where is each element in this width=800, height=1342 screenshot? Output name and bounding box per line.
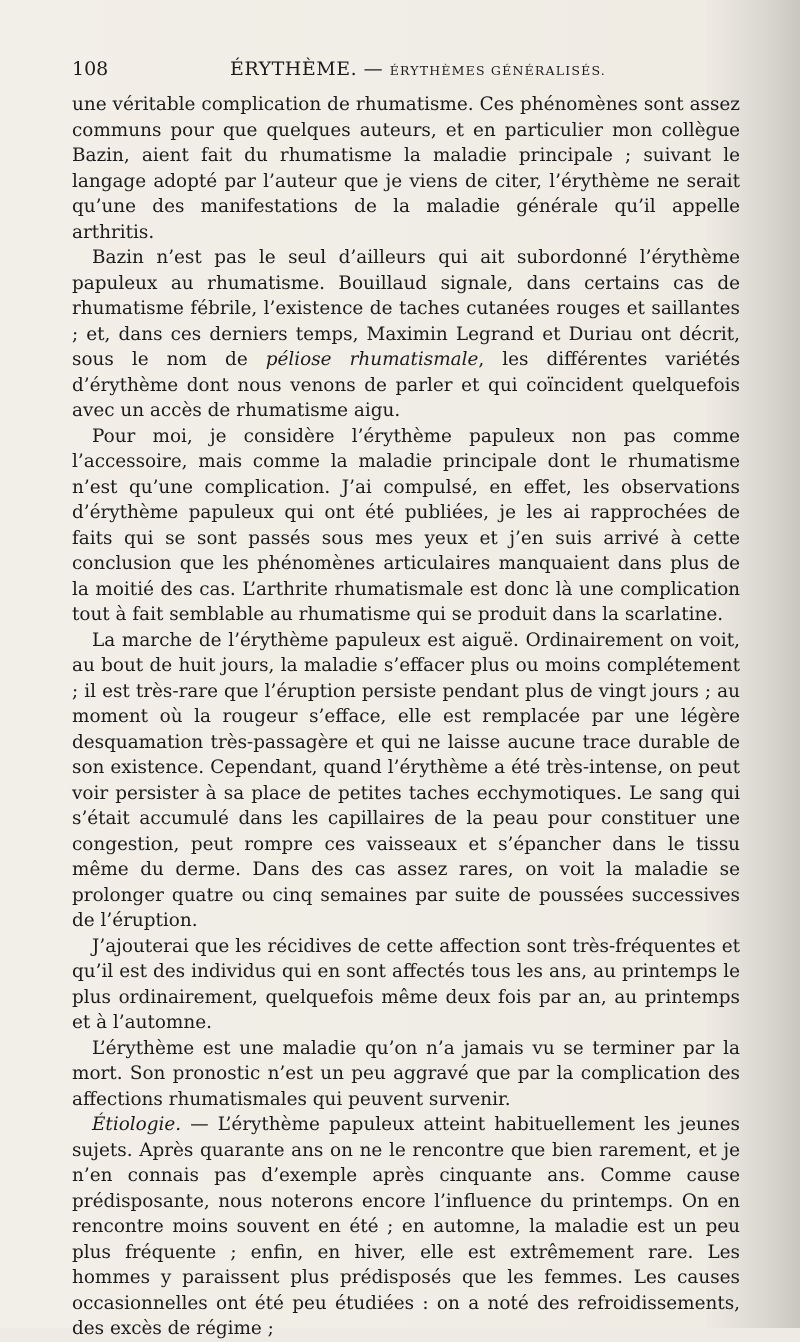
running-header — [72, 58, 740, 86]
paragraph-text: Bazin n’est pas le seul d’ailleurs qui ait subordonné l’érythème papuleux au rhumatisme. Bouillaud signale, dans certains cas de rhumatisme fébrile, l’existence de taches cutanées rouges et saillantes ; et, dans ces derniers temps, Maximin Legrand et Duriau ont décrit, sous le nom de — [72, 247, 740, 370]
section-heading: Étiologie. — [92, 1114, 182, 1135]
paragraph-text: — L’érythème papuleux atteint habituellement les jeunes sujets. Après quarante ans on ne le rencontre que bien rarement, et je n’en connais pas d’exemple après cinquante ans. Comme cause prédisposante, nous noterons encore l’influence du printemps. On en rencontre moins souvent en été ; en automne, la maladie est un peu plus fréquente ; enfin, en hiver, elle est extrêmement rare. Les hommes y paraissent plus prédisposés que les femmes. Les causes occasionnelles ont été peu étudiées : on a noté des refroidissements, des excès de régime ; — [72, 1114, 740, 1339]
paragraph — [72, 1112, 740, 1342]
paragraph: La marche de l’érythème papuleux est aiguë. Ordinairement on voit, au bout de huit jours, la maladie s’effacer plus ou moins complétement ; il est très-rare que l’éruption persiste pendant plus de vingt jours ; au moment où la rougeur s’efface, elle est remplacée par une légère desquamation très-passagère et qui ne laisse aucune trace durable de son existence. Cependant, quand l’érythème a été très-intense, on peut voir persister à sa place de petites taches ecchymotiques. Le sang qui s’était accumulé dans les capillaires de la peau pour constituer une congestion, peut rompre ces vaisseaux et s’épancher dans le tissu même du derme. Dans des cas assez rares, on voit la maladie se prolonger quatre ou cinq semaines par suite de poussées successives de l’éruption. — [72, 629, 740, 931]
paragraph — [72, 245, 740, 424]
paragraph: Pour moi, je considère l’érythème papuleux non pas comme l’accessoire, mais comme la maladie principale dont le rhumatisme n’est qu’une complication. J’ai compulsé, en effet, les observations d’érythème papuleux qui ont été publiées, je les ai rapprochées de faits qui se sont passés sous mes yeux et j’en suis arrivé à cette conclusion que les phénomènes articulaires manquaient dans plus de la moitié des cas. L’arthrite rhumatismale est donc là une complication tout à fait semblable au rhumatisme qui se produit dans la scarlatine. — [72, 425, 740, 625]
paragraph: L’érythème est une maladie qu’on n’a jamais vu se terminer par la mort. Son pronostic n’est un peu aggravé que par la complication des affections rhumatismales qui peuvent survenir. — [72, 1037, 740, 1110]
paragraph: J’ajouterai que les récidives de cette affection sont très-fréquentes et qu’il est des individus qui en sont affectés tous les ans, au printemps le plus ordinairement, quelquefois même deux fois par an, au printemps et à l’automne. — [72, 935, 740, 1033]
header-separator: — — [363, 58, 384, 80]
text-body — [72, 92, 740, 1342]
chapter-title: ÉRYTHÈME. — [230, 58, 358, 80]
paragraph: une véritable complication de rhumatisme. Ces phénomènes sont assez communs pour que quelques auteurs, et en particulier mon collègue Bazin, aient fait du rhumatisme la maladie principale ; suivant le langage adopté par l’auteur que je viens de citer, l’érythème ne serait qu’une des manifestations de la maladie générale qu’il appelle arthritis. — [72, 94, 740, 243]
page-number: 108 — [72, 58, 109, 80]
paragraph-text: , les différentes variétés d’érythème dont nous venons de parler et qui coïncident quelquefois avec un accès de rhumatisme aigu. — [72, 349, 741, 421]
running-title — [230, 58, 606, 80]
italic-term: péliose rhumatismale — [265, 349, 479, 370]
section-title: ÉRYTHÈMES GÉNÉRALISÉS. — [389, 63, 606, 78]
